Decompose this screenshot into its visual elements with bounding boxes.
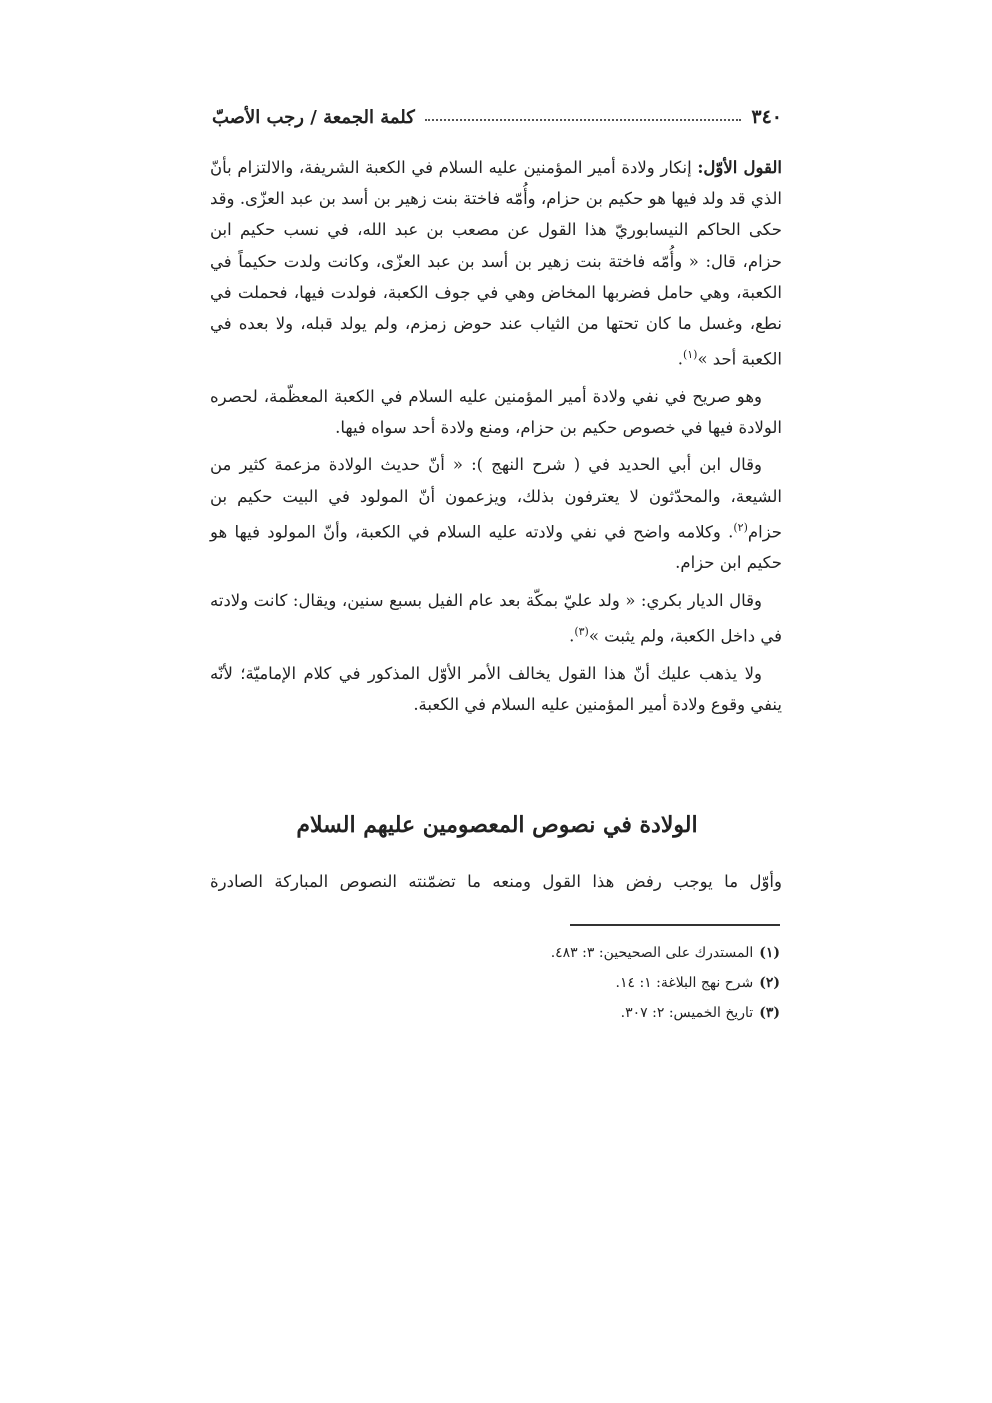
paragraph-tail: . وكلامه واضح في نفي ولادته عليه السلام في الكعبة، وأنّ المولود فيها هو حكيم ابن حزام.	[210, 522, 782, 573]
paragraph-lead: القول الأوّل:	[697, 158, 782, 177]
paragraph-tail: .	[569, 626, 575, 646]
paragraph-ibn-abi-al-hadid	[210, 449, 782, 578]
footnote-2	[300, 968, 780, 998]
running-title: كلمة الجمعة / رجب الأصبّ	[212, 106, 415, 128]
footnote-number: (٢)	[759, 975, 780, 991]
paragraph-text: وقال ابن أبي الحديد في ( شرح النهج ): « أنّ حديث الولادة مزعمة كثير من الشيعة، والمحدّثون لا يعترفون بذلك، ويزعمون أنّ المولود في البيت حكيم بن حزام	[210, 455, 782, 542]
footnote-1	[300, 938, 780, 968]
footnote-number: (٣)	[759, 1005, 780, 1021]
paragraph-diyar-bakri	[210, 585, 782, 652]
footnote-text: المستدرك على الصحيحين: ٣: ٤٨٣.	[550, 945, 754, 961]
footnote-ref-3[interactable]: (٣)	[574, 624, 589, 638]
paragraph-text: ولا يذهب عليك أنّ هذا القول يخالف الأمر الأوّل المذكور في كلام الإماميّة؛ لأنّه ينفي وقوع ولادة أمير المؤمنين عليه السلام في الكعبة.	[210, 663, 782, 714]
footnote-ref-1[interactable]: (١)	[682, 348, 698, 362]
main-text	[210, 152, 782, 726]
paragraph-text: وهو صريح في نفي ولادة أمير المؤمنين عليه السلام في الكعبة المعظّمة، لحصره الولادة فيها في خصوص حكيم بن حزام، ومنع ولادة أحد سواه فيها.	[210, 386, 782, 438]
paragraph-explicit-denial	[210, 381, 782, 443]
paragraph-contradiction	[210, 658, 782, 720]
continuing-paragraph: وأوّل ما يوجب رفض هذا القول ومنعه ما تضمّنته النصوص المباركة الصادرة	[210, 872, 782, 891]
footnote-3	[300, 998, 780, 1028]
paragraph-tail: .	[677, 349, 683, 369]
footnote-separator	[570, 924, 780, 926]
page-header	[212, 100, 782, 134]
footnotes	[300, 938, 780, 1028]
page-number: ٣٤٠	[751, 106, 782, 128]
paragraph-text: إنكار ولادة أمير المؤمنين عليه السلام في الكعبة الشريفة، والالتزام بأنّ الذي قد ولد فيها هو حكيم بن حزام، وأُمّه فاختة بنت زهير بن أسد بن عبد العزّى. وقد حكى الحاكم النيسابوريّ هذا القول عن مصعب بن عبد الله، في نسب حكيم ابن حزام، قال: « وأُمّه فاختة بنت زهير بن أسد بن عبد العزّى، وكانت ولدت حكيماً في الكعبة، وهي حامل فضربها المخاض وهي في جوف الكعبة، فولدت فيها، فحملت في نطع، وغسل ما كان تحتها من الثياب عند حوض زمزم، ولم يولد قبله، ولا بعده في الكعبة أحد »	[210, 158, 782, 369]
paragraph-text: وقال الديار بكري: « ولد عليّ بمكّة بعد عام الفيل بسبع سنين، ويقال: كانت ولادته في داخل الكعبة، ولم يثبت »	[210, 590, 782, 646]
footnote-number: (١)	[759, 945, 780, 961]
footnote-text: شرح نهج البلاغة: ١: ١٤.	[615, 975, 754, 991]
paragraph-first-opinion	[210, 152, 782, 375]
footnote-ref-2[interactable]: (٢)	[733, 520, 748, 534]
header-dotted-leader	[425, 119, 742, 121]
section-heading: الولادة في نصوص المعصومين عليهم السلام	[296, 812, 698, 838]
footnote-text: تاريخ الخميس: ٢: ٣٠٧.	[620, 1005, 754, 1021]
